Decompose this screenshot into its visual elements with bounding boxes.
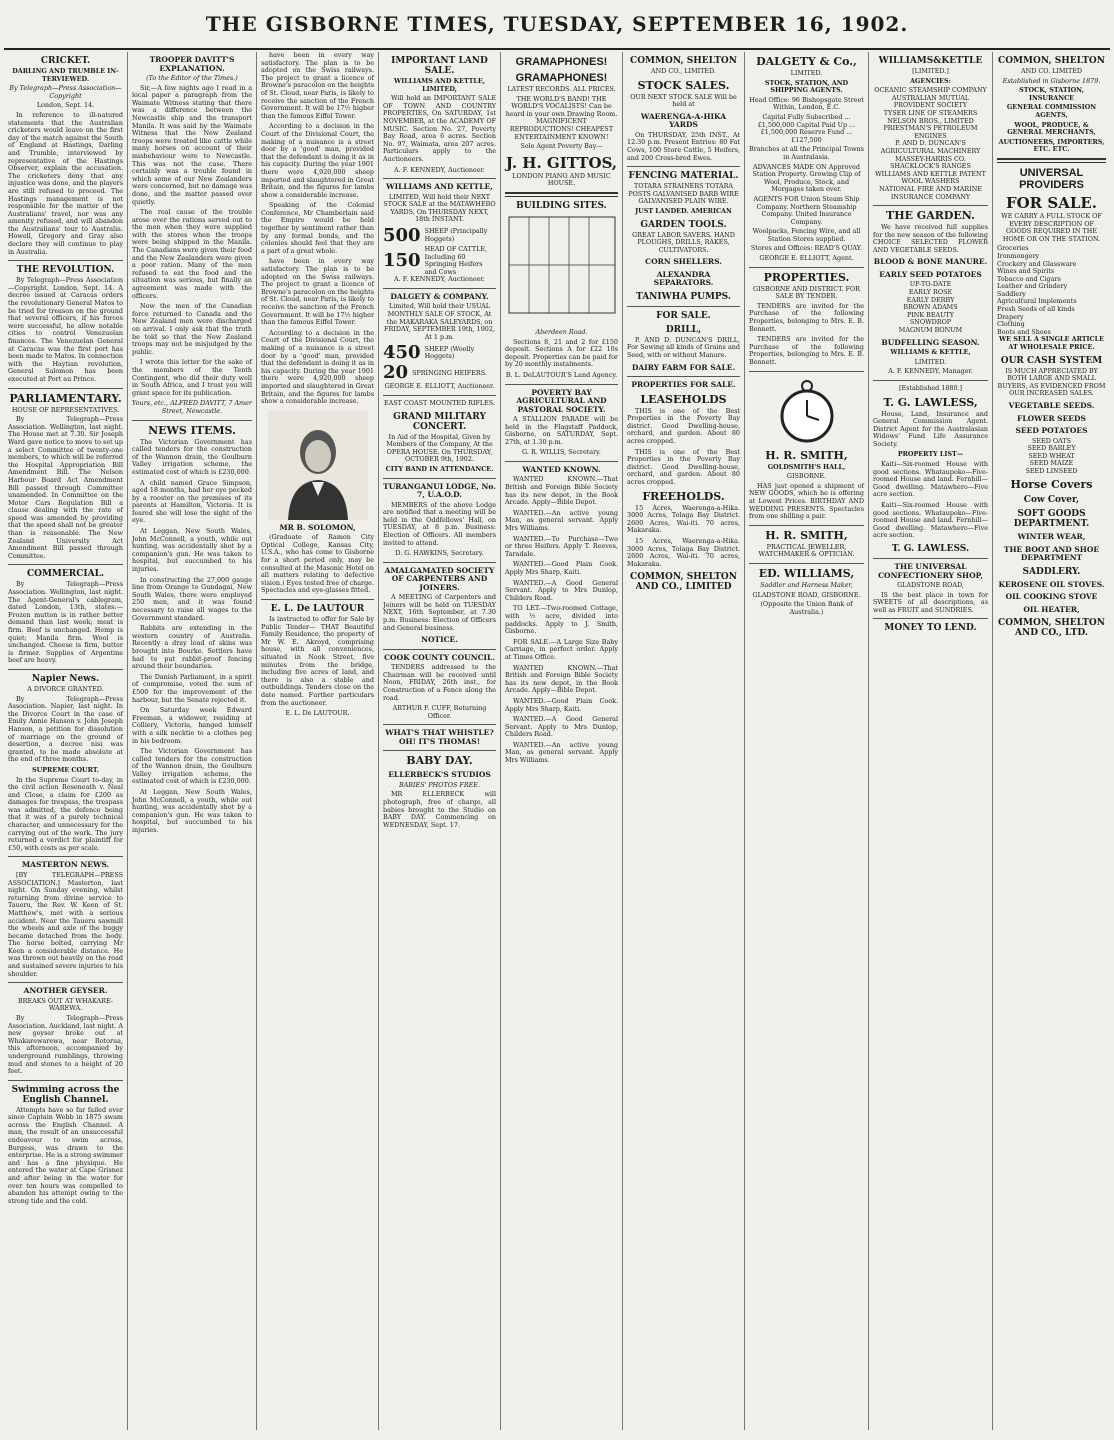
watch-icon xyxy=(777,376,837,446)
seed-potatoes-heading: SEED POTATOES xyxy=(1015,426,1088,435)
garden-tools-body: GREAT LABOR SAVERS. HAND PLOUGHS, DRILLS, RAKES, CULTIVATORS. xyxy=(632,230,735,254)
building-sites-heading: BUILDING SITES. xyxy=(516,200,607,211)
news-items-heading: NEWS ITEMS. xyxy=(148,423,236,437)
williams-address: GLADSTONE ROAD, GISBORNE. xyxy=(752,590,861,599)
lodge-heading: TURANGANUI LODGE, No. 7, U.A.O.D. xyxy=(383,481,496,500)
cs2-line-4: AUCTIONEERS, IMPORTERS, ETC. ETC. xyxy=(998,137,1105,154)
column-dalgety xyxy=(745,52,869,1430)
wk2-heading: WILLIAMS&KETTLE xyxy=(878,56,983,66)
kerosene-heading: KEROSENE OIL STOVES. xyxy=(998,579,1105,589)
potato-item: UP-TO-DATE xyxy=(909,280,952,289)
studio-subheading: BABIES' PHOTOS FREE. xyxy=(399,780,480,789)
agency-item: AUSTRALIAN MUTUAL PROVIDENT SOCIETY xyxy=(891,93,970,110)
seed-item: SEED OATS xyxy=(1031,436,1071,445)
goods-item: Fresh Seeds of all kinds xyxy=(997,305,1075,314)
cs-footer: COMMON, SHELTON AND CO., LIMITED xyxy=(630,572,737,593)
parliament-heading: PARLIAMENTARY. xyxy=(9,391,122,405)
freeholds-body-repeat: 15 Acres, Waerenga-a-Hika. 3000 Acres, Tolaga Bay District. 2600 Acres, Wai-iti. 70 acres, Makaraka. xyxy=(627,536,740,568)
goods-item: Wines and Spirits xyxy=(997,267,1055,276)
potato-item: EARLY DERBY xyxy=(906,295,955,304)
cricket-body: In reference to ill-natured statements that the Australian cricketers would leave on the first day of the match against the South of England at Hastings, Darling and Trumble, interviewed by representative of the Hastings Observer, explain the accusation. The cricketers deny that any injustice was done, and the players are still refused to proceed. The Hastings management is not responsible for the matter of the Australians' travel, nor was any amenity refused, and will abandon the Australians' tour to Australia. Howell, Gregory and Gray also declare they will continue to play in Australia. xyxy=(8,110,123,256)
cricket-byline: By Telegraph—Press Association—Copyright xyxy=(9,84,122,100)
portrait-illustration xyxy=(268,410,368,520)
dalgety-agents: AGENTS FOR Union Steam Ship Company. Northern Steamship Company. United Insurance Company. xyxy=(753,194,860,226)
dalgety-dealers: Woolpacks, Fencing Wire, and all Station Stores supplied. xyxy=(752,227,861,243)
wanted-ad-5: WANTED.—A Good General Servant. Apply to Mrs Dunlop, Childers Road. xyxy=(505,578,618,602)
geyser-subheading: BREAKS OUT AT WHAKARE-WAREWA. xyxy=(17,996,114,1013)
news-item-5: Rabbits are extending in the western country of Australia. Recently a dray load of skins was brought into Bourke. Settlers have had to put rabbit-proof fencing around their boundaries. xyxy=(132,624,252,671)
napier-subheading: A DIVORCE GRANTED. xyxy=(27,684,104,693)
column-misc xyxy=(257,52,379,1430)
wanted-ad-1-repeat: WANTED KNOWN.—That British and Foreign Bible Society has its new depot, in the Book Arcade. Apply—Bible Depot. xyxy=(505,663,618,695)
davitt-signature: Yours, etc., ALFRED DAVITT, 7 Amer Street, Newcastle. xyxy=(132,399,252,415)
agency-item: WILLIAMS AND KETTLE PATENT WOOL WASHERS xyxy=(875,169,986,186)
goods-item: Drapery xyxy=(997,312,1024,321)
cs2-line-3: WOOL, PRODUCE, & GENERAL MERCHANTS, xyxy=(1007,120,1096,137)
gittos-subheading: LONDON PIANO AND MUSIC HOUSE. xyxy=(512,171,611,188)
commercial-body: By Telegraph—Press Association. Wellington, last night. The Agent-General's cablegram, dated London, 13th, states:—Frozen mutton is in rather better demand than last week; meat is firm. Beef is unchanged. Hemp is quiet; Manila firm. Wool is unchanged. Cheese is firm, butter is firmer. Supplies of Argentine beef are heavy. xyxy=(8,580,123,665)
smith-body: HAS just opened a shipment of NEW GOODS, which he is offering at Lowest Prices. BIRTHDAY AND WEDDING PRESENTS. Spectacles from one shilling a pair. xyxy=(749,481,864,521)
freeholds-heading: FREEHOLDS. xyxy=(642,489,725,503)
davitt-heading: TROOPER DAVITT'S EXPLANATION. xyxy=(149,55,235,73)
wk-signature: A. F. KENNEDY, Auctioneer. xyxy=(394,275,485,284)
latour-heading: E. L. De LAUTOUR xyxy=(270,603,365,614)
dalgety-sale-heading: DALGETY & COMPANY. xyxy=(390,291,489,301)
cow-covers-heading: Cow Cover, xyxy=(1023,495,1080,506)
newspaper-page xyxy=(4,4,1110,1432)
smith2-heading: H. R. SMITH, xyxy=(765,528,848,542)
leaseholds-body-repeat: THIS is one of the Best Properties in the Poverty Bay district. Good Dwelling-house, orchard, and garden. About 80 acres cropped. xyxy=(627,447,740,486)
cs2-heading: COMMON, SHELTON xyxy=(998,56,1105,66)
corn-shellers-heading: CORN SHELLERS. xyxy=(645,257,722,267)
latour-body: Is instructed to offer for Sale by Public Tender— THAT Beautiful Family Residence, the property of Mr W. E. Akroyd, comprising house, with all conveniences, situated in Nook Street, five minutes from the bridge, including five acres of land, and there is also a stable and outbuildings. Tenders close on the date named. Further particulars from the auctioneer. xyxy=(261,614,374,707)
news-item-3: At Leggan, New South Wales, John McConnell, a youth, while out hunting, was accidentally shot by a companion's gun. He was taken to hospital, but succumbed to his injuries. xyxy=(132,527,252,574)
cs-subheading: AND CO., LIMITED. xyxy=(651,67,716,75)
potato-list xyxy=(873,281,988,334)
napier-heading: Napier News. xyxy=(31,673,100,684)
confectionery-body: IS the best place in town for SWEETS of all descriptions, as well as FRUIT and SUNDRIES. xyxy=(873,590,988,614)
parliament-body: By Telegraph—Press Association. Wellington, last night. The House met at 7.30. Sir Joseph Ward gave notice to move to set up a select Committee of twenty-one members, to which will be referred the Hospital Appropriation Bill Amendment Bill. The Nelson Harbour Board Act Amendment Bill passed through Committee unamended. In Committee on the Motor Cars Regulation Bill a clause dealing with the rate of speed was amended by providing that the speed shall not be greater than is reasonable. The New Zealand University Act Amendment Bill passed through Committee. xyxy=(8,415,123,560)
society-signature: G. R. WILLIS, Secretary. xyxy=(522,448,601,457)
tender-heading: COOK COUNTY COUNCIL. xyxy=(384,652,495,662)
goods-item: Tobacco and Cigars xyxy=(997,274,1061,283)
gramophone-body: THE WORLD'S BAND! THE WORLD'S VOCALISTS! Can be heard in your own Drawing Room. MAGNIFICENT REPRODUCTIONS! CHEAPEST ENTERTAINMENT KNOWN! xyxy=(505,94,618,141)
concert-heading: GRAND MILITARY CONCERT. xyxy=(393,411,486,432)
williams-heading: ED. WILLIAMS, xyxy=(758,566,855,580)
society-body: A STALLION PARADE will be held in the Flagstaff Paddock, Gisborne, on SATURDAY, Sept. 27th, at 1.30 p.m. xyxy=(505,415,618,446)
studio-body: MR ELLERBECK will photograph, free of charge, all babies brought to the Studio on BABY DAY. Commencing on WEDNESDAY, Sept. 17. xyxy=(383,790,496,829)
news-item-1-repeat: The Victorian Government has called tenders for the construction of the Wannon drain, the Goulburn Valley irrigation scheme, the estimated cost of which is £230,000. xyxy=(132,747,252,786)
stock-sales-body: OUR NEXT STOCK SALE Will be held at xyxy=(630,92,737,109)
gramophone-heading-2: GRAMAPHONES! xyxy=(515,72,608,84)
lawless-list-repeat: Kaiti—Six-roomed House with good sections. Whataupoko—Five-roomed House and land. Fernhill—Good dwelling. Matawhero—Five acre section. xyxy=(873,501,988,540)
notice-heading: NOTICE. xyxy=(421,635,458,645)
column-news xyxy=(4,52,128,1430)
lawless-body: House, Land, Insurance and General Commission Agent. District Agent for the Australasian Widows' Fund Life Assurance Society. xyxy=(873,409,988,448)
saddlery-heading: SADDLERY. xyxy=(1022,566,1081,577)
wk2-signature: WILLIAMS & KETTLE, xyxy=(890,348,971,357)
arrived-label: JUST LANDED. AMERICAN xyxy=(635,206,732,215)
land-sale-signature: A. F. KENNEDY, Auctioneer. xyxy=(394,165,485,174)
swim-body: Attempts have so far failed ever since Captain Webb in 1875 swam across the English Channel. A man, the result of an unsuccessful endeavour to swim across, Burgess, was drawn to the enterprise. He is a strong swimmer and has a fine physique. He entered the water at Cape Grisnez and after being in the water for over ten hours was compelled to abandon his attempt owing to the strong tide and the cold. xyxy=(8,1105,123,1205)
wanted-ad-7: FOR SALE.—A Large Size Baby Carriage, in perfect order. Apply at Times Office. xyxy=(505,637,618,661)
oil-heater-heading: OIL HEATER, xyxy=(1023,604,1080,614)
wanted-ad-3: WANTED.—To Purchase—Two or three Heifers. Apply T. Reeves, Taradale. xyxy=(505,534,618,558)
wk-body: LIMITED, Will hold their NEXT STOCK SALE at the MATAWHERO YARDS, On THURSDAY NEXT, 18th INSTANT. xyxy=(383,192,496,224)
confectionery-address: GLADSTONE ROAD, xyxy=(897,581,964,589)
masterton-body: [BY TELEGRAPH—PRESS ASSOCIATION.] Masterton, last night. On Sunday evening, whilst returning from divine service to Taueru, the Rev. W. Keen of St. Matthew's, met with a serious accident. Near the Taueru sawmill the wheels and axle of the buggy became detached from the body. The horse bolted, carrying Mr Keen a considerable distance. He was thrown out heavily on the road and sustained severe injuries to his shoulder. xyxy=(8,870,123,978)
wanted-ad-5-repeat: WANTED.—A Good General Servant. Apply to Mrs Dunlop, Childers Road. xyxy=(505,715,618,739)
wanted-ad-4-repeat: WANTED.—Good Plain Cook. Apply Mrs Sharp, Kaiti. xyxy=(505,696,618,713)
swim-heading: Swimming across the English Channel. xyxy=(11,1084,120,1105)
geyser-heading: ANOTHER GEYSER. xyxy=(23,986,108,996)
flower-seeds-heading: FLOWER SEEDS xyxy=(1017,413,1086,423)
agency-item: SHACKLOCK'S RANGES xyxy=(890,162,971,171)
potato-item: BROWN ADAMS xyxy=(903,303,958,312)
goods-item: Clothing xyxy=(997,320,1025,329)
leaseholds-body: THIS is one of the Best Properties in the Poverty Bay district. Good Dwelling-house, orchard, and garden. About 80 acres cropped. xyxy=(627,406,740,445)
stock-sales-heading: STOCK SALES. xyxy=(637,78,730,92)
plan-signature: B. L. DeLAUTOUR'S Land Agency. xyxy=(505,370,618,379)
concert-body: In Aid of the Hospital, Given by Members of the Company, At the OPERA HOUSE. On THURSDAY, OCTOBER 9th, 1902. xyxy=(386,432,493,464)
seed-item: SEED MAIZE xyxy=(1029,459,1074,468)
geyser-body: By Telegraph—Press Association. Auckland, last night. A new geyser broke out at Whakarewarewa, near Rotorua, this afternoon, accompanied by underground rumblings, throwing mud and stones to a height of 20 feet. xyxy=(8,1013,123,1076)
goods-item: Crockery and Glassware xyxy=(997,259,1077,268)
dalgety-capital: Capital Fully Subscribed ... £1,500,000 Capital Paid Up ... £1,500,000 Reserve Fund ... £127,500 xyxy=(757,112,856,144)
wk-entry-2-number: 150 xyxy=(383,250,421,272)
misc-body-top: have been in every way satisfactory. The plan is to be adopted on the Swiss railways. The project to grant a licence of Browne's paracolon on the heights of St. Cloud, near Paris, is likely to receive the sanction of the French Government. It will be 17½ higher than the famous Eiffel Tower. xyxy=(261,52,374,120)
dalgety-entry-1-label: SHEEP (Woolly Hoggets) xyxy=(424,344,475,361)
garden-tools-heading: GARDEN TOOLS. xyxy=(640,219,727,230)
fencing-heading: FENCING MATERIAL. xyxy=(628,171,739,182)
wk2-signature-sub: LIMITED. xyxy=(914,357,947,366)
leaseholds-heading: LEASEHOLDS xyxy=(640,392,727,406)
potato-item: MAGNUM BONUM xyxy=(898,326,963,335)
money-heading: MONEY TO LEND. xyxy=(884,623,977,634)
vegetable-seeds-heading: VEGETABLE SEEDS. xyxy=(1008,401,1095,410)
wanted-ad-1: WANTED KNOWN.—That British and Foreign Bible Society has its new depot, in the Book Arcade. Apply—Bible Depot. xyxy=(505,475,618,507)
davitt-body-2: The real cause of the trouble arose over the rations served out to the men when they were supplied with the stores when the troops were being shipped in the Manila. The Canadians were given their food and the New Zealanders were given a poor ration. Many of the men refused to eat the food and the situation was serious, but finally an agreement was made with the officers. xyxy=(132,208,252,300)
dalgety-entry-2 xyxy=(383,363,496,383)
column-williams-kettle xyxy=(869,52,993,1430)
potato-item: EARLY ROSE xyxy=(908,288,953,297)
section-plan-diagram xyxy=(507,215,617,325)
society-heading: POVERTY BAY AGRICULTURAL AND PASTORAL SOCIETY. xyxy=(516,387,607,414)
potato-item: SNOWDROP xyxy=(909,318,952,327)
forsale-heading: FOR SALE. xyxy=(1005,193,1098,212)
properties-subheading: GISBORNE AND DISTRICT. FOR SALE BY TENDER. xyxy=(753,284,860,301)
seed-item: SEED LINSEED xyxy=(1025,466,1078,475)
pumps-heading: TANIWHA PUMPS. xyxy=(635,291,731,302)
budfelling-heading: BUDFELLING SEASON. xyxy=(881,337,980,347)
misc-body-mid-repeat: According to a decision in the Court of the Divisional Court, the making of a nuisance is a street door by a 'good' man, provided that the defendant is doing it as in his capacity. During the year 1901 there were 4,920,000 sheep imported and slaughtered in Great Britain, and the figures for lambs show a considerable increase. xyxy=(261,328,374,406)
dalgety-stores: Stores and Offices: READ'S QUAY. xyxy=(750,244,863,253)
wk2-manager: A. F. KENNEDY, Manager. xyxy=(888,367,973,376)
freeholds-body: 15 Acres, Waerenga-a-Hika. 3000 Acres, Tolaga Bay District. 2600 Acres, Wai-iti. 70 acres, Makaraka. xyxy=(627,503,740,535)
column-common-shelton xyxy=(623,52,745,1430)
cooking-stove-heading: OIL COOKING STOVE xyxy=(1005,592,1098,602)
properties-heading: PROPERTIES. xyxy=(763,270,850,284)
dalgety-signature: GEORGE E. ELLIOTT, Agent. xyxy=(759,254,854,263)
goods-item: Saddlery xyxy=(997,289,1026,298)
universal-heading: UNIVERSAL PROVIDERS xyxy=(1019,166,1084,191)
dalgety-sale-body: Limited, Will hold their USUAL MONTHLY SALE OF STOCK, At the MAKARAKA SALEYARDS, on FRIDAY, SEPTEMBER 19th, 1902, At 1 p.m. xyxy=(384,302,495,341)
drill-body: P. AND D. DUNCAN'S DRILL, For Sowing all kinds of Grains and Seed, with or without Manure. xyxy=(627,335,740,359)
wholesale-note: WE SELL A SINGLE ARTICLE AT WHOLESALE PRICE. xyxy=(999,335,1104,352)
separators-heading: ALEXANDRA SEPARATORS. xyxy=(653,269,714,288)
land-sale-agents: WILLIAMS AND KETTLE, LIMITED, xyxy=(394,77,485,93)
agency-item: NATIONAL FIRE AND MARINE INSURANCE COMPANY xyxy=(879,184,982,201)
lodge-body: MEMBERS of the above Lodge are notified that a meeting will be held in the Oddfellows' Hall, on TUESDAY, at 8 p.m. Business: Election of Officers. All members invited to attend. xyxy=(383,500,496,547)
news-item-6: The Danish Parliament, in a spirit of compromise, voted the sum of £500 for the improvement of the harbour, but the Senate rejected it. xyxy=(132,672,252,704)
wk-entry-1-label: SHEEP (Principally Hoggets) xyxy=(424,227,488,243)
davitt-body-3: Now the men of the Canadian force returned to Canada and the New Zealand men were discharged on arrival. I only ask that the truth be told so that the New Zealand troops may not be misjudged by the public. xyxy=(132,302,252,356)
seed-item: SEED BARLEY xyxy=(1027,444,1076,453)
davitt-subheading: (To the Editor of the Times.) xyxy=(146,74,238,82)
wanted-ad-2: WANTED.—An active young Man, as general servant. Apply Mrs Williams. xyxy=(505,508,618,533)
news-item-3-repeat: At Leggan, New South Wales, John McConnell, a youth, while out hunting, was accidentally shot by a companion's gun. He was taken to hospital, but succumbed to his injuries. xyxy=(132,788,252,835)
williams-subheading: Saddler and Harness Maker, xyxy=(760,580,853,589)
dalgety-advances: ADVANCES MADE ON Approved Station Property. Growing Clip of Wool, Produce, Stock, and Morgages taken over. xyxy=(752,162,861,194)
agency-item: PRIESTMAN'S PETROLEUM ENGINES xyxy=(883,124,978,140)
cricket-heading: CRICKET. xyxy=(40,56,91,66)
misc-body-end: Speaking of the Colonial Conference, Mr Chamberlain said the Empire would be held together by sentiment rather than by any formal bonds, and the colonies should feel that they are a part of a great whole. xyxy=(261,201,374,255)
revolution-heading: THE REVOLUTION. xyxy=(16,265,115,276)
smith-subheading: GOLDSMITH'S HALL, xyxy=(767,462,846,471)
plan-body: Sections 8, 21 and 2 for £150 deposit. Sections A for £22 10s deposit. Properties can be paid for by 20 monthly instalments. xyxy=(505,337,618,369)
studio-heading: ELLERBECK'S STUDIOS xyxy=(388,770,491,780)
smith2-subheading: PRACTICAL JEWELLER, WATCHMAKER & OPTICIAN. xyxy=(758,542,855,559)
gramophone-heading-1: GRAMAPHONES! xyxy=(515,56,608,68)
agency-item: MASSEY-HARRIS CO. xyxy=(895,154,966,163)
news-item-1: The Victorian Government has called tenders for the construction of the Wannon drain, the Goulburn Valley irrigation scheme, the estimated cost of which is £230,000. xyxy=(132,437,252,476)
parliament-subheading: HOUSE OF REPRESENTATIVES. xyxy=(11,405,120,414)
winter-wear-heading: WINTER WEAR, xyxy=(1017,532,1086,542)
wanted-ad-4: WANTED.—Good Plain Cook. Apply Mrs Sharp, Kaiti. xyxy=(505,560,618,576)
supreme-heading: SUPREME COURT. xyxy=(32,765,99,774)
gramophone-agent: Sole Agent Poverty Bay— xyxy=(520,142,603,151)
wk2-subheading: [LIMITED.] xyxy=(912,67,949,75)
forsale-body: WE CARRY A FULL STOCK OF EVERY DESCRIPTION OF GOODS REQUIRED IN THE HOME OR ON THE STATION. xyxy=(1001,211,1102,243)
seed-item: SEED WHEAT xyxy=(1028,451,1075,460)
supreme-body: In the Supreme Court to-day, in the civil action Roseneath v. Neal and Close, a claim for £200 as damages for trespass, the trespass was admitted, the defence being that it was of a purely technical character, and unnecessary for the carrying out of the work. The jury returned a verdict for plaintiff for £50, with costs as per scale. xyxy=(8,775,123,852)
smith-heading: H. R. SMITH, xyxy=(765,448,848,462)
lawless2-heading: T. G. LAWLESS. xyxy=(891,544,970,554)
rifles-title: EAST COAST MOUNTED RIFLES. xyxy=(383,399,496,408)
gittos-name: J. H. GITTOS, xyxy=(505,153,618,172)
dalgety-entry-1-number: 450 xyxy=(383,342,421,364)
confectionery-heading: THE UNIVERSAL CONFECTIONERY SHOP, xyxy=(878,562,983,580)
dalgety-sale-signature: GEORGE E. ELLIOTT, Auctioneer. xyxy=(384,382,495,391)
agencies-list xyxy=(873,87,988,201)
goods-list xyxy=(997,245,1106,336)
cs-heading: COMMON, SHELTON xyxy=(630,56,737,66)
column-gramophones xyxy=(501,52,623,1430)
soft-goods-heading: SOFT GOODS DEPARTMENT. xyxy=(1013,509,1090,530)
williams-note: (Opposite the Union Bank of Australia.) xyxy=(760,600,853,616)
potatoes-heading: EARLY SEED POTATOES xyxy=(879,269,982,279)
news-item-4: In constructing the 27,000 gauge line from Orange to Gundagai, New South Wales, there were employed 250 men, and it was found necessary to raise all wages to the Government standard. xyxy=(132,575,252,622)
dalgety-heading: DALGETY & Co., xyxy=(756,55,857,68)
dalgety-entry-2-number: 20 xyxy=(383,362,409,384)
potato-item: PINK BEAUTY xyxy=(906,310,955,319)
wk-entry-2-label: HEAD OF CATTLE, Including 60 Springing Heifers and Cows xyxy=(424,245,488,276)
latour-signature: E. L. De LAUTOUR. xyxy=(285,709,350,718)
wk-entry-2 xyxy=(383,246,496,276)
wk-heading: WILLIAMS AND KETTLE, xyxy=(386,182,493,192)
manure-heading: BLOOD & BONE MANURE. xyxy=(873,257,988,267)
lawless-list-heading: PROPERTY LIST— xyxy=(897,450,964,459)
yards-name: WAERENGA-A-HIKA YARDS xyxy=(640,111,727,130)
dalgety-subheading: LIMITED. xyxy=(790,69,823,77)
horse-covers-heading: Horse Covers xyxy=(1010,478,1093,492)
masterton-heading: MASTERTON NEWS. xyxy=(21,860,110,870)
column-auctions xyxy=(379,52,501,1430)
cricket-dateline: London, Sept. 14. xyxy=(36,101,95,110)
dalgety-office: Head Office: 96 Bishopsgate Street Within, London, E.C. xyxy=(749,95,864,112)
portrait-body: (Graduate of Ramon City Optical College, Kansas City, U.S.A., who has come to Gisborne for a short period only, may be consulted at the Masonic Hotel on all matters relating to defective vision.) Eyes tested free of charge. Spectacles and eye-glasses fitted. xyxy=(261,533,374,595)
garden-heading: THE GARDEN. xyxy=(886,209,975,223)
agency-item: NELSON BROS., LIMITED xyxy=(887,116,974,125)
dairy-farm-heading: DAIRY FARM FOR SALE. xyxy=(631,362,736,372)
davitt-body-4: I wrote this letter for the sake of the members of the Tenth Contingent, who did their duty well in South Africa, and I trust you will grant space for its publication. xyxy=(132,358,252,397)
for-sale-heading: FOR SALE. xyxy=(656,310,711,321)
cash-heading: OUR CASH SYSTEM xyxy=(1000,355,1103,366)
drill-heading: DRILL, xyxy=(665,324,702,335)
masthead: THE GISBORNE TIMES, TUESDAY, SEPTEMBER 16, 1902. xyxy=(4,4,1110,50)
lodge-signature: D. G. HAWKINS, Secretary. xyxy=(395,549,484,558)
cricket-subheading: DARLING AND TRUMBLE IN-TERVIEWED. xyxy=(12,67,119,83)
dalgety-entry-1 xyxy=(383,343,496,363)
dalgety-entry-2-label: SPRINGING HEIFERS. xyxy=(412,368,487,377)
column-letters xyxy=(128,52,257,1430)
smith-town: GISBORNE. xyxy=(786,472,827,481)
concert-band: CITY BAND IN ATTENDANCE. xyxy=(385,465,494,473)
wanted-ad-2-repeat: WANTED.—An active young Man, as general servant. Apply Mrs Williams. xyxy=(505,740,618,765)
napier-body: By Telegraph—Press Association. Napier, last night. In the Divorce Court in the case of Emily Annie Hanson v. John Joseph Hanson, a petition for dissolution of marriage on the ground of desertion, a decree nisi was granted, to be made absolute at the end of three months. xyxy=(8,694,123,764)
lawless-established: [Established 1880.] xyxy=(898,383,963,392)
land-sale-heading: IMPORTANT LAND SALE. xyxy=(391,56,488,76)
revolution-body: By Telegraph—Press Association—Copyright. London, Sept. 14. A decree issued at Caracas orders the revolutionary General Matos to be tried for treason on the ground that several officers, if his forces were successful, he allow notable cities to control Venezuelan finances. The Venezuelan General at Caracas was the first port has been made to Matos. In connection with the Haytian revolution, General Salomon has been executed at Port au Prince. xyxy=(8,276,123,383)
goods-item: Agricultural Implements xyxy=(997,297,1077,306)
agencies-label: AGENCIES: xyxy=(909,76,952,85)
wanted-heading: WANTED KNOWN. xyxy=(522,464,601,474)
cs2-established: Established in Gisborne 1879. xyxy=(1002,76,1101,85)
wanted-ad-6: TO LET.—Two-roomed Cottage, with ½ acre, divided into paddocks. Apply to J. Smith, Gisborne. xyxy=(505,604,618,636)
agency-item: OCEANIC STEAMSHIP COMPANY xyxy=(874,86,987,95)
agency-item: P. AND D. DUNCAN'S AGRICULTURAL MACHINERY xyxy=(880,139,981,155)
tender-signature: ARTHUR F. CUFF, Returning Officer. xyxy=(392,704,487,720)
gramophone-subheading: LATEST RECORDS. ALL PRICES. xyxy=(507,85,616,93)
goods-item: Boots and Shoes xyxy=(997,327,1051,336)
yards-body: On THURSDAY, 25th INST., At 12.30 p.m. Present Entries: 80 Fat Cows, 100 Store Cattle, 5 Heifers, and 200 Cross-bred Ewes. xyxy=(627,130,740,162)
land-sale-body: Will hold an IMPORTANT SALE OF TOWN AND COUNTRY PROPERTIES, On SATURDAY, 1st NOVEMBER, at the ACADEMY OF MUSIC. Section No. 27, Poverty Bay Road, area 6 acres. Section No. 97, Waimata, area 207 acres. Particulars apply to the Auctioneers. xyxy=(383,94,496,163)
lawless-heading: T. G. LAWLESS, xyxy=(883,395,978,409)
goods-item: Ironmongery xyxy=(997,251,1040,260)
boot-shoe-heading: THE BOOT AND SHOE DEPARTMENT xyxy=(1003,544,1100,563)
dalgety-agents-line: STOCK, STATION, AND SHIPPING AGENTS. xyxy=(764,78,849,95)
news-item-2: A child named Grace Simpson, aged 18 months, had her eye pecked by a rooster on the premises of its parents at Hamilton, Victoria. It is feared she will lose the sight of the eye. xyxy=(132,478,252,525)
cs2-footer: COMMON, SHELTON AND CO., LTD. xyxy=(998,618,1105,639)
wk-entry-1 xyxy=(383,226,496,246)
plan-label: Aberdeen Road. xyxy=(535,327,588,336)
wk-entry-1-number: 500 xyxy=(383,225,421,246)
cs2-line-2: GENERAL COMMISSION AGENTS, xyxy=(1006,103,1097,119)
commercial-heading: COMMERCIAL. xyxy=(26,569,105,580)
agency-item: TYSER LINE OF STEAMERS xyxy=(883,108,978,117)
goods-item: Leather and Grindery xyxy=(997,282,1068,291)
cs2-line-1: STOCK, STATION, INSURANCE xyxy=(1019,86,1084,102)
cash-body: IS MUCH APPRECIATED BY BOTH LARGE AND SMALL BUYERS, AS EVIDENCED FROM OUR INCREASED SALES. xyxy=(997,366,1106,398)
cs2-subheading: AND CO. LIMITED xyxy=(1020,67,1083,75)
news-item-7: On Saturday week Edward Freeman, a widower, residing at Colliery, Victoria, hanged himself with a silk necktie to a clothes peg in his bedroom. xyxy=(132,706,252,745)
baby-day-heading: BABY DAY. xyxy=(406,754,473,768)
misc-body-top-repeat: have been in every way satisfactory. The plan is to be adopted on the Swiss railways. The project to grant a licence of Browne's paracolon on the heights of St. Cloud, near Paris, is likely to receive the sanction of the French Government. It will be 17½ higher than the famous Eiffel Tower. xyxy=(261,257,374,327)
properties-sale-heading: PROPERTIES FOR SALE. xyxy=(631,380,736,390)
seeds-list xyxy=(997,438,1106,476)
tender-body: TENDERS addressed to the Chairman will be received until Noon, FRIDAY, 26th inst., for Construction of a Fence along the road. xyxy=(383,663,496,702)
portrait-name: MR B. SOLOMON, xyxy=(279,522,356,532)
properties-body-repeat: TENDERS are invited for the Purchase of the following Properties, belonging to Mrs. E. B. Bennett. xyxy=(749,335,864,366)
whistle-heading: WHAT'S THAT WHISTLE? OH! IT'S THOMAS! xyxy=(385,728,494,746)
carpenters-heading: AMALGAMATED SOCIETY OF CARPENTERS AND JOINERS. xyxy=(384,565,495,592)
dalgety-branches: Branches at all the Principal Towns in Australasia. xyxy=(749,145,864,161)
lawless-list: Kaiti—Six-roomed House with good sections. Whataupoko—Five-roomed House and land. Fernhill—Good dwelling. Matawhero—Five acre section. xyxy=(873,460,988,499)
carpenters-body: A MEETING of Carpenters and Joiners will be held on TUESDAY NEXT, 16th September, at 7.30 p.m. Business: Election of Officers and General business. xyxy=(383,593,496,632)
misc-body-mid: According to a decision in the Court of the Divisional Court, the making of a nuisance is a street door by a 'good' man, provided that the defendant is doing it as in his capacity. During the year 1901 there were 4,920,000 sheep imported and slaughtered in Great Britain, and the figures for lambs show a considerable increase. xyxy=(261,122,374,199)
goods-item: Groceries xyxy=(997,244,1029,253)
properties-body: TENDERS are invited for the Purchase of the following Properties, belonging to Mrs. E. B. Bennett. xyxy=(749,301,864,333)
garden-body: We have received full supplies for the new season of the following CHOICE SELECTED FLOWER AND VEGETABLE SEEDS. xyxy=(873,223,988,254)
fencing-body: TOTARA STRAINERS TOTARA POSTS GALVANISED BARB WIRE GALVANISED PLAIN WIRE. xyxy=(628,182,739,206)
column-universal-providers xyxy=(993,52,1110,1430)
davitt-body-1: Sir,—A few nights ago I read in a local paper a paragraph from the Waimate Witness stating that there was a difference between the Newcastle ship and the transport Manila. It was said by the Waimate Witness that the New Zealand troops were treated like cattle while many horses on account of their misbehaviour were to Newcastle. This was not the case. There certainly was a trouble found in which some of our New Zealanders were concerned, but no damage was done, and the matter passed over quietly. xyxy=(132,83,252,206)
